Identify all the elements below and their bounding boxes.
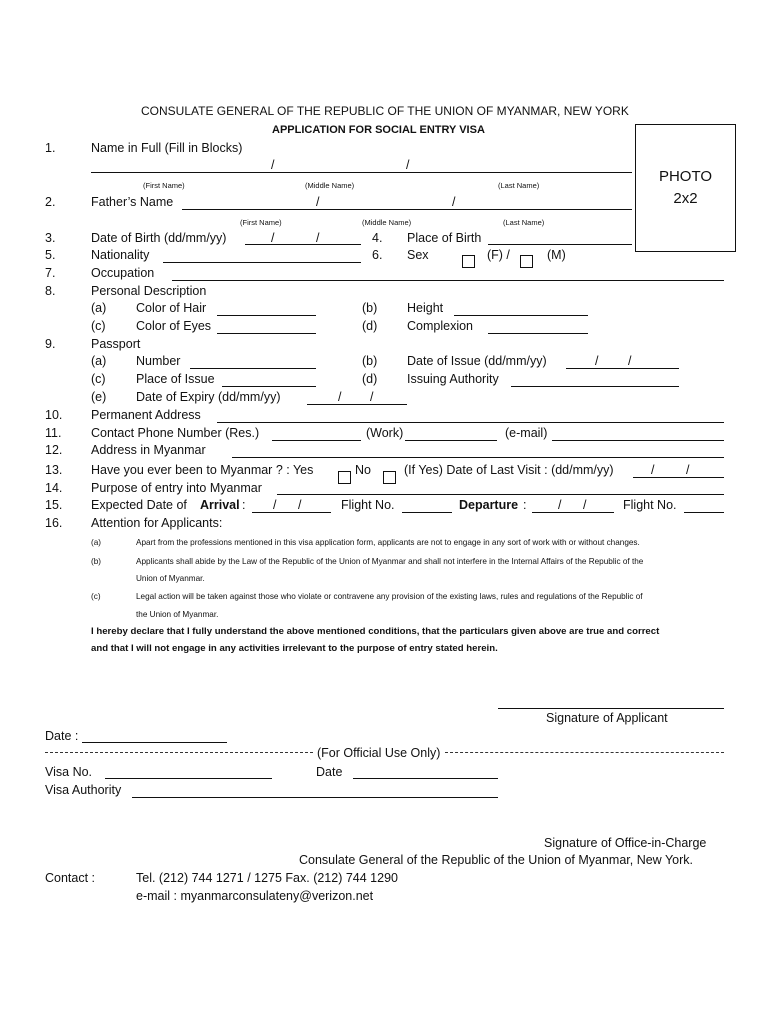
work-phone-field[interactable] bbox=[405, 440, 497, 441]
sub-item-letter: (e) bbox=[91, 390, 107, 404]
note-c-text-cont: the Union of Myanmar. bbox=[136, 610, 219, 619]
issuing-auth-label: Issuing Authority bbox=[407, 372, 499, 386]
place-issue-field[interactable] bbox=[222, 386, 316, 387]
sub-item-letter: (b) bbox=[362, 301, 378, 315]
first-name-caption: (First Name) bbox=[143, 181, 185, 190]
hair-label: Color of Hair bbox=[136, 301, 207, 315]
item-number: 10. bbox=[45, 408, 63, 422]
separator: / bbox=[558, 498, 562, 512]
issuing-auth-field[interactable] bbox=[511, 386, 679, 387]
separator: / bbox=[271, 158, 275, 172]
middle-name-caption: (Middle Name) bbox=[305, 181, 355, 190]
last-name-caption: (Last Name) bbox=[503, 218, 545, 227]
separator: / bbox=[651, 463, 655, 477]
item-number: 15. bbox=[45, 498, 63, 512]
office-signature-label: Signature of Office-in-Charge bbox=[544, 836, 707, 850]
no-label: No bbox=[355, 463, 371, 477]
colon: : bbox=[242, 498, 246, 512]
work-label: (Work) bbox=[366, 426, 404, 440]
visa-authority-label: Visa Authority bbox=[45, 783, 122, 797]
item-number: 9. bbox=[45, 337, 56, 351]
sub-item-letter: (d) bbox=[362, 319, 378, 333]
addr-myanmar-field[interactable] bbox=[232, 457, 724, 458]
item-number: 11. bbox=[45, 426, 62, 440]
photo-size: 2x2 bbox=[673, 190, 698, 207]
sub-item-letter: (a) bbox=[91, 354, 107, 368]
item-number: 14. bbox=[45, 481, 63, 495]
divider bbox=[445, 752, 724, 753]
passport-label: Passport bbox=[91, 337, 141, 351]
contact-phone-label: Contact Phone Number (Res.) bbox=[91, 426, 260, 440]
contact-tel: Tel. (212) 744 1271 / 1275 Fax. (212) 744 1290 bbox=[136, 871, 398, 885]
departure-date-field[interactable] bbox=[532, 512, 614, 513]
official-date-field[interactable] bbox=[353, 778, 498, 779]
item-number: 13. bbox=[45, 463, 63, 477]
date-issue-label: Date of Issue (dd/mm/yy) bbox=[407, 354, 547, 368]
middle-name-caption: (Middle Name) bbox=[362, 218, 412, 227]
item-number: 8. bbox=[45, 284, 56, 298]
name-full-label: Name in Full (Fill in Blocks) bbox=[91, 141, 243, 155]
personal-desc-label: Personal Description bbox=[91, 284, 207, 298]
contact-label: Contact : bbox=[45, 871, 96, 885]
exp-date-label: Expected Date of bbox=[91, 498, 187, 512]
sub-item-letter: (c) bbox=[91, 319, 106, 333]
arrival-flight-label: Flight No. bbox=[341, 498, 395, 512]
occupation-label: Occupation bbox=[91, 266, 155, 280]
separator: / bbox=[595, 354, 599, 368]
perm-address-field[interactable] bbox=[217, 422, 724, 423]
sex-female-checkbox[interactable] bbox=[462, 255, 475, 268]
declaration-line-1: I hereby declare that I fully understand the above mentioned conditions, that the particulars given above are true and correct bbox=[91, 626, 660, 637]
item-number: 12. bbox=[45, 443, 63, 457]
been-myanmar-label: Have you ever been to Myanmar ? : Yes bbox=[91, 463, 314, 477]
addr-myanmar-label: Address in Myanmar bbox=[91, 443, 206, 457]
attention-label: Attention for Applicants: bbox=[91, 516, 223, 530]
item-number: 2. bbox=[45, 195, 56, 209]
separator: / bbox=[298, 498, 302, 512]
sub-item-letter: (d) bbox=[362, 372, 378, 386]
note-b-text-cont: Union of Myanmar. bbox=[136, 574, 205, 583]
sex-label: Sex bbox=[407, 248, 429, 262]
separator: / bbox=[452, 195, 456, 209]
note-b-text: Applicants shall abide by the Law of the Republic of the Union of Myanmar and shall not interfere in the Internal Affairs of the Republic of the bbox=[136, 557, 644, 566]
official-use-header: (For Official Use Only) bbox=[317, 746, 441, 760]
divider bbox=[45, 752, 313, 753]
expiry-field[interactable] bbox=[307, 404, 407, 405]
declaration-line-2: and that I will not engage in any activities irrelevant to the purpose of entry stated herein. bbox=[91, 643, 498, 654]
hair-field[interactable] bbox=[217, 315, 316, 316]
height-field[interactable] bbox=[454, 315, 588, 316]
consulate-footer: Consulate General of the Republic of the Union of Myanmar, New York. bbox=[299, 853, 693, 867]
sex-male-label: (M) bbox=[547, 248, 566, 262]
note-letter: (b) bbox=[91, 557, 102, 566]
sex-male-checkbox[interactable] bbox=[520, 255, 533, 268]
item-number: 3. bbox=[45, 231, 56, 245]
form-title: APPLICATION FOR SOCIAL ENTRY VISA bbox=[272, 124, 485, 136]
separator: / bbox=[316, 231, 320, 245]
departure-flight-field[interactable] bbox=[684, 512, 724, 513]
complexion-field[interactable] bbox=[488, 333, 588, 334]
separator: / bbox=[316, 195, 320, 209]
separator: / bbox=[338, 390, 342, 404]
note-letter: (a) bbox=[91, 538, 102, 547]
passport-number-field[interactable] bbox=[190, 368, 316, 369]
visa-authority-field[interactable] bbox=[132, 797, 498, 798]
arrival-date-field[interactable] bbox=[252, 512, 331, 513]
complexion-label: Complexion bbox=[407, 319, 474, 333]
occupation-field[interactable] bbox=[172, 280, 724, 281]
nationality-field[interactable] bbox=[163, 262, 361, 263]
separator: / bbox=[370, 390, 374, 404]
res-phone-field[interactable] bbox=[272, 440, 361, 441]
applicant-signature-field[interactable] bbox=[498, 708, 724, 709]
separator: / bbox=[583, 498, 587, 512]
sub-item-letter: (c) bbox=[91, 372, 106, 386]
expiry-label: Date of Expiry (dd/mm/yy) bbox=[136, 390, 281, 404]
contact-email: e-mail : myanmarconsulateny@verizon.net bbox=[136, 889, 374, 903]
height-label: Height bbox=[407, 301, 444, 315]
eyes-field[interactable] bbox=[217, 333, 316, 334]
note-letter: (c) bbox=[91, 592, 101, 601]
photo-label: PHOTO bbox=[658, 168, 713, 185]
purpose-field[interactable] bbox=[277, 494, 724, 495]
place-issue-label: Place of Issue bbox=[136, 372, 215, 386]
departure-label: Departure bbox=[459, 498, 519, 512]
dob-field[interactable] bbox=[245, 244, 361, 245]
nationality-label: Nationality bbox=[91, 248, 150, 262]
date-issue-field[interactable] bbox=[566, 368, 679, 369]
visa-no-field[interactable] bbox=[105, 778, 272, 779]
separator: / bbox=[628, 354, 632, 368]
email-label: (e-mail) bbox=[505, 426, 548, 440]
purpose-label: Purpose of entry into Myanmar bbox=[91, 481, 262, 495]
arrival-flight-field[interactable] bbox=[402, 512, 452, 513]
departure-flight-label: Flight No. bbox=[623, 498, 677, 512]
last-visit-label: (If Yes) Date of Last Visit : (dd/mm/yy) bbox=[404, 463, 614, 477]
been-no-checkbox[interactable] bbox=[383, 471, 396, 484]
father-name-field[interactable] bbox=[182, 209, 632, 210]
name-full-field[interactable] bbox=[91, 172, 632, 173]
item-number: 5. bbox=[45, 248, 56, 262]
date-label: Date : bbox=[45, 729, 79, 743]
been-yes-checkbox[interactable] bbox=[338, 471, 351, 484]
first-name-caption: (First Name) bbox=[240, 218, 282, 227]
separator: / bbox=[406, 158, 410, 172]
last-name-caption: (Last Name) bbox=[498, 181, 540, 190]
visa-no-label: Visa No. bbox=[45, 765, 93, 779]
sub-item-letter: (a) bbox=[91, 301, 107, 315]
consulate-header: CONSULATE GENERAL OF THE REPUBLIC OF THE UNION OF MYANMAR, NEW YORK bbox=[141, 104, 629, 118]
sex-female-label: (F) / bbox=[487, 248, 510, 262]
dob-label: Date of Birth (dd/mm/yy) bbox=[91, 231, 227, 245]
photo-box bbox=[635, 124, 736, 252]
applicant-signature-label: Signature of Applicant bbox=[546, 711, 668, 725]
separator: / bbox=[273, 498, 277, 512]
sub-item-letter: (b) bbox=[362, 354, 378, 368]
separator: / bbox=[271, 231, 275, 245]
perm-address-label: Permanent Address bbox=[91, 408, 201, 422]
pob-label: Place of Birth bbox=[407, 231, 482, 245]
item-number: 1. bbox=[45, 141, 56, 155]
item-number: 4. bbox=[372, 231, 383, 245]
note-a-text: Apart from the professions mentioned in this visa application form, applicants are not to engage in any sort of work with or without changes. bbox=[136, 538, 640, 547]
colon: : bbox=[523, 498, 527, 512]
eyes-label: Color of Eyes bbox=[136, 319, 212, 333]
note-c-text: Legal action will be taken against those who violate or contravene any provision of the existing laws, rules and regulations of the Republic of bbox=[136, 592, 643, 601]
email-field[interactable] bbox=[552, 440, 724, 441]
separator: / bbox=[686, 463, 690, 477]
item-number: 7. bbox=[45, 266, 56, 280]
item-number: 6. bbox=[372, 248, 383, 262]
father-name-label: Father’s Name bbox=[91, 195, 174, 209]
passport-number-label: Number bbox=[136, 354, 181, 368]
item-number: 16. bbox=[45, 516, 63, 530]
arrival-label: Arrival bbox=[200, 498, 240, 512]
pob-field[interactable] bbox=[488, 244, 632, 245]
official-date-label: Date bbox=[316, 765, 343, 779]
date-field[interactable] bbox=[82, 742, 227, 743]
last-visit-field[interactable] bbox=[633, 477, 724, 478]
